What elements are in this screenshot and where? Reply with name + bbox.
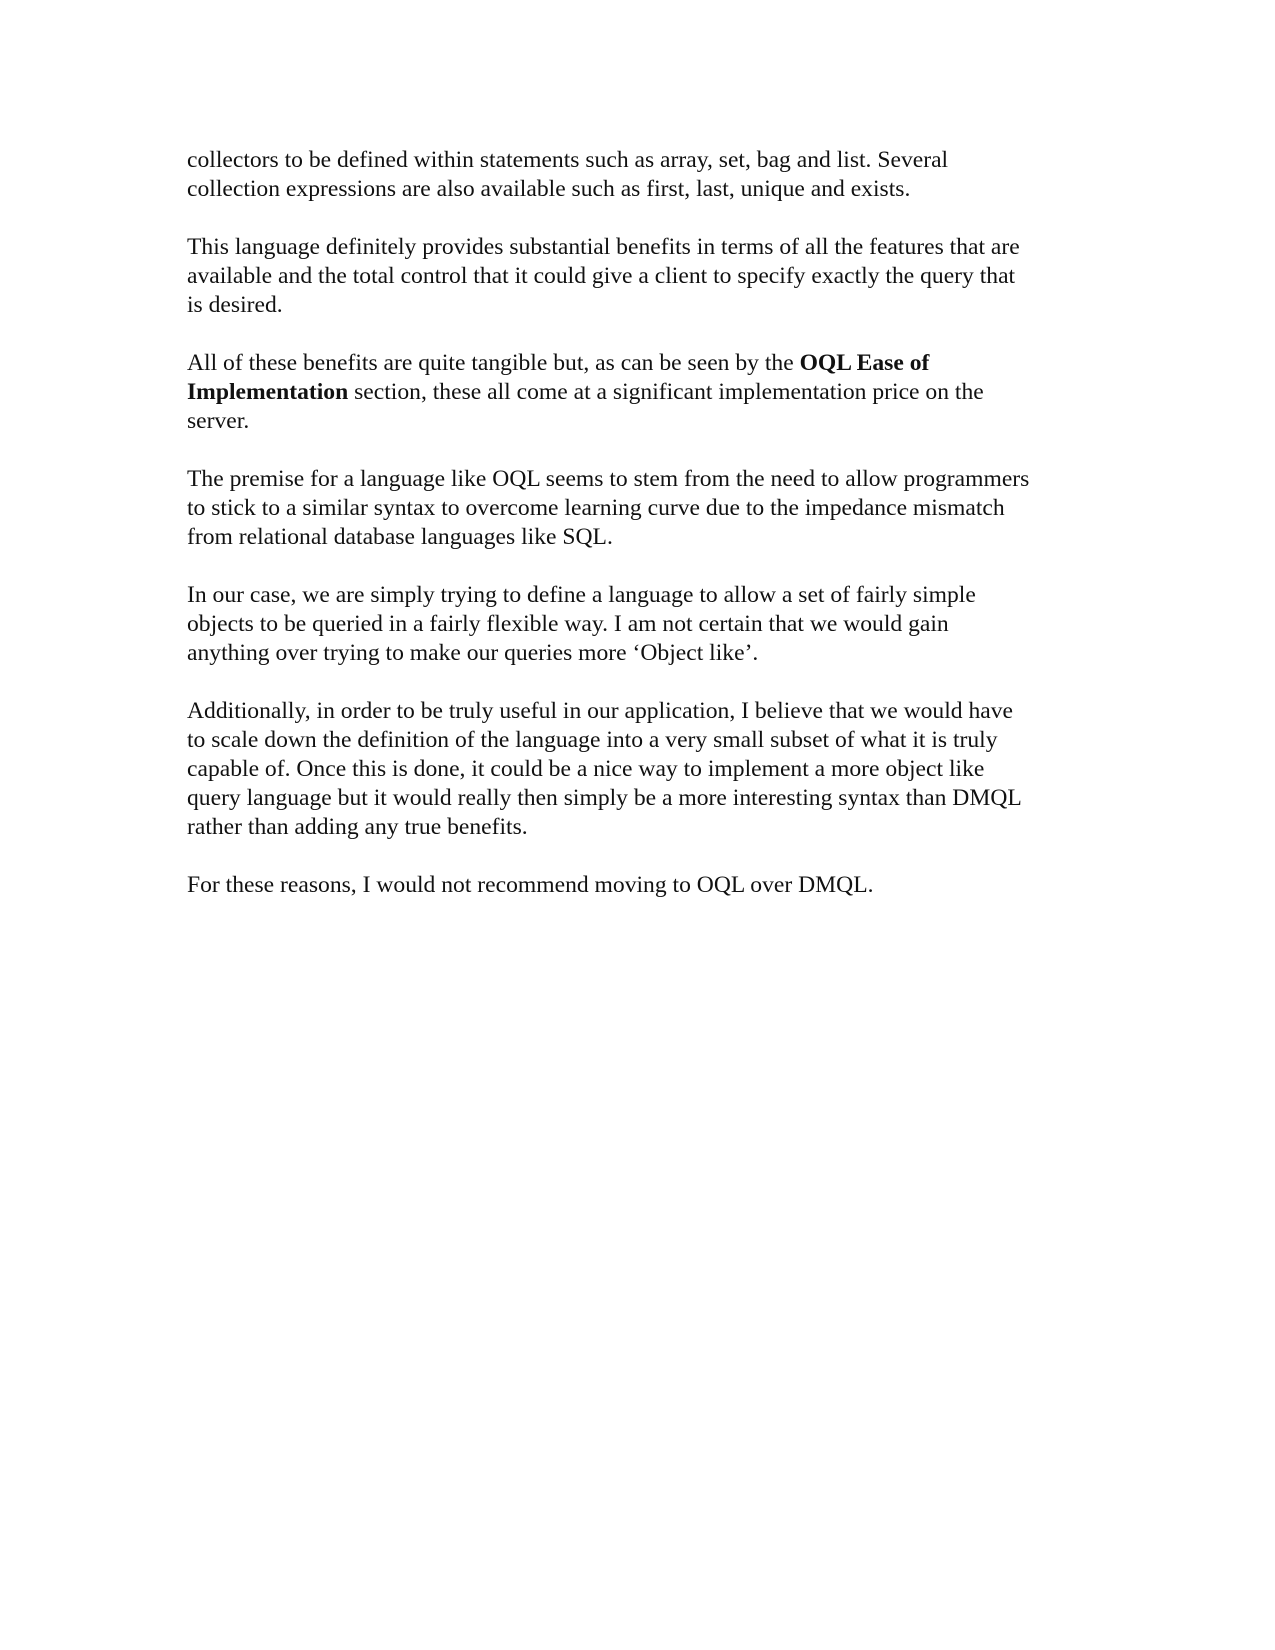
section-reference-bold: OQL Ease of [799,350,930,376]
paragraph-premise: The premise for a language like OQL seems to stem from the need to allow programmers to stick to a similar syntax to overcome learning curve due to the impedance mismatch from relational database languages like SQL. [187,466,1030,550]
paragraph-text: All of these benefits are quite tangible but, as can be seen by the [187,350,800,376]
paragraph-recommendation: For these reasons, I would not recommend moving to OQL over DMQL. [187,872,874,898]
paragraph-benefits: This language definitely provides substantial benefits in terms of all the features that are available and the total control that it could give a client to specify exactly the query that is desired. [187,234,1020,318]
section-reference-bold: Implementation [187,379,349,405]
paragraph-our-case: In our case, we are simply trying to define a language to allow a set of fairly simple objects to be queried in a fairly flexible way. I am not certain that we would gain anything over trying to make our queries more ‘Object like’. [187,582,976,666]
paragraph-additionally: Additionally, in order to be truly useful in our application, I believe that we would have to scale down the definition of the language into a very small subset of what it is truly capable of. Once this is done, it could be a nice way to implement a more object like query language but it would really then simply be a more interesting syntax than DMQL rather than adding any true benefits. [187,698,1022,840]
paragraph-text: section, these all come at a significant implementation price on the server. [187,379,984,434]
paragraph-collectors: collectors to be defined within statements such as array, set, bag and list. Several collection expressions are also available such as first, last, unique and exists. [187,147,949,202]
paragraph-tangible-benefits [187,349,1087,436]
document-body [187,146,1087,929]
